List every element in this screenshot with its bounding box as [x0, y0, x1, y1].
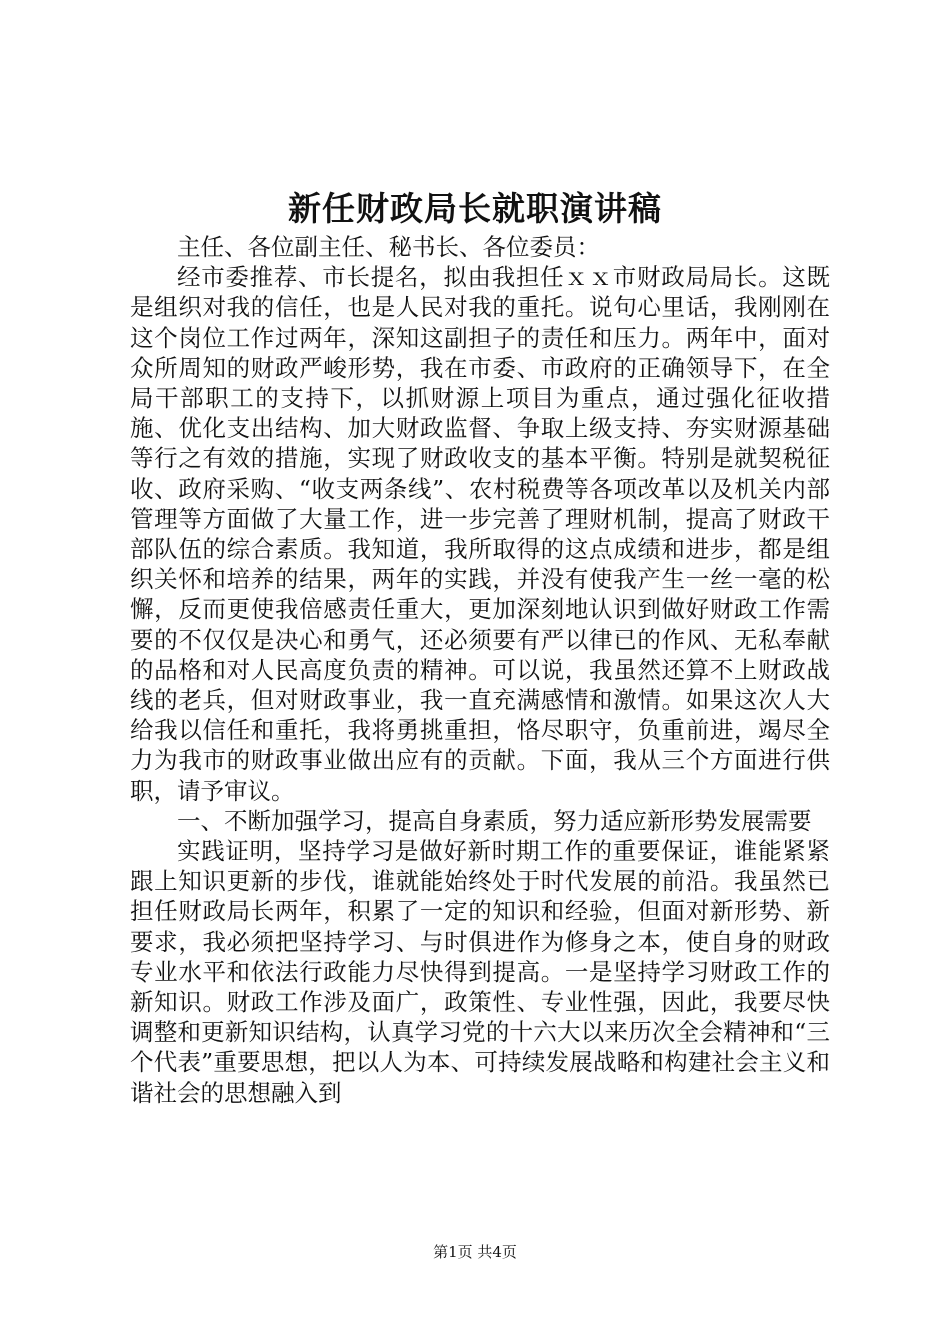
page-number-footer: 第1页 共4页 [433, 1243, 517, 1261]
salutation-paragraph: 主任、各位副主任、秘书长、各位委员： [177, 233, 600, 261]
section-heading: 一、不断加强学习，提高自身素质，努力适应新形势发展需要 [177, 806, 812, 835]
document-body [130, 232, 830, 1108]
body-paragraph: 经市委推荐、市长提名，拟由我担任ｘｘ市财政局局长。这既是组织对我的信任，也是人民对我的重托。说句心里话，我刚刚在这个岗位工作过两年，深知这副担子的责任和压力。两年中，面对众所周知的财政严峻形势，我在市委、市政府的正确领导下，在全局干部职工的支持下，以抓财源上项目为重点，通过强化征收措施、优化支出结构、加大财政监督、争取上级支持、夯实财源基础等行之有效的措施，实现了财政收支的基本平衡。特别是就契税征收、政府采购、“收支两条线”、农村税费等各项改革以及机关内部管理等方面做了大量工作，进一步完善了理财机制，提高了财政干部队伍的综合素质。我知道，我所取得的这点成绩和进步，都是组织关怀和培养的结果，两年的实践，并没有使我产生一丝一毫的松懈，反而更使我倍感责任重大，更加深刻地认识到做好财政工作需要的不仅仅是决心和勇气，还必须要有严以律已的作风、无私奉献的品格和对人民高度负责的精神。可以说，我虽然还算不上财政战线的老兵，但对财政事业，我一直充满感情和激情。如果这次人大给我以信任和重托，我将勇挑重担，恪尽职守，负重前进，竭尽全力为我市的财政事业做出应有的贡献。下面，我从三个方面进行供职，请予审议。 [130, 263, 830, 805]
body-paragraph: 实践证明，坚持学习是做好新时期工作的重要保证，谁能紧紧跟上知识更新的步伐，谁就能始终处于时代发展的前沿。我虽然已担任财政局长两年，积累了一定的知识和经验，但面对新形势、新要求，我必须把坚持学习、与时俱进作为修身之本，使自身的财政专业水平和依法行政能力尽快得到提高。一是坚持学习财政工作的新知识。财政工作涉及面广，政策性、专业性强，因此，我要尽快调整和更新知识结构，认真学习党的十六大以来历次全会精神和“三个代表”重要思想，把以人为本、可持续发展战略和构建社会主义和谐社会的思想融入到 [130, 837, 830, 1107]
document-title: 新任财政局长就职演讲稿 [288, 189, 662, 228]
